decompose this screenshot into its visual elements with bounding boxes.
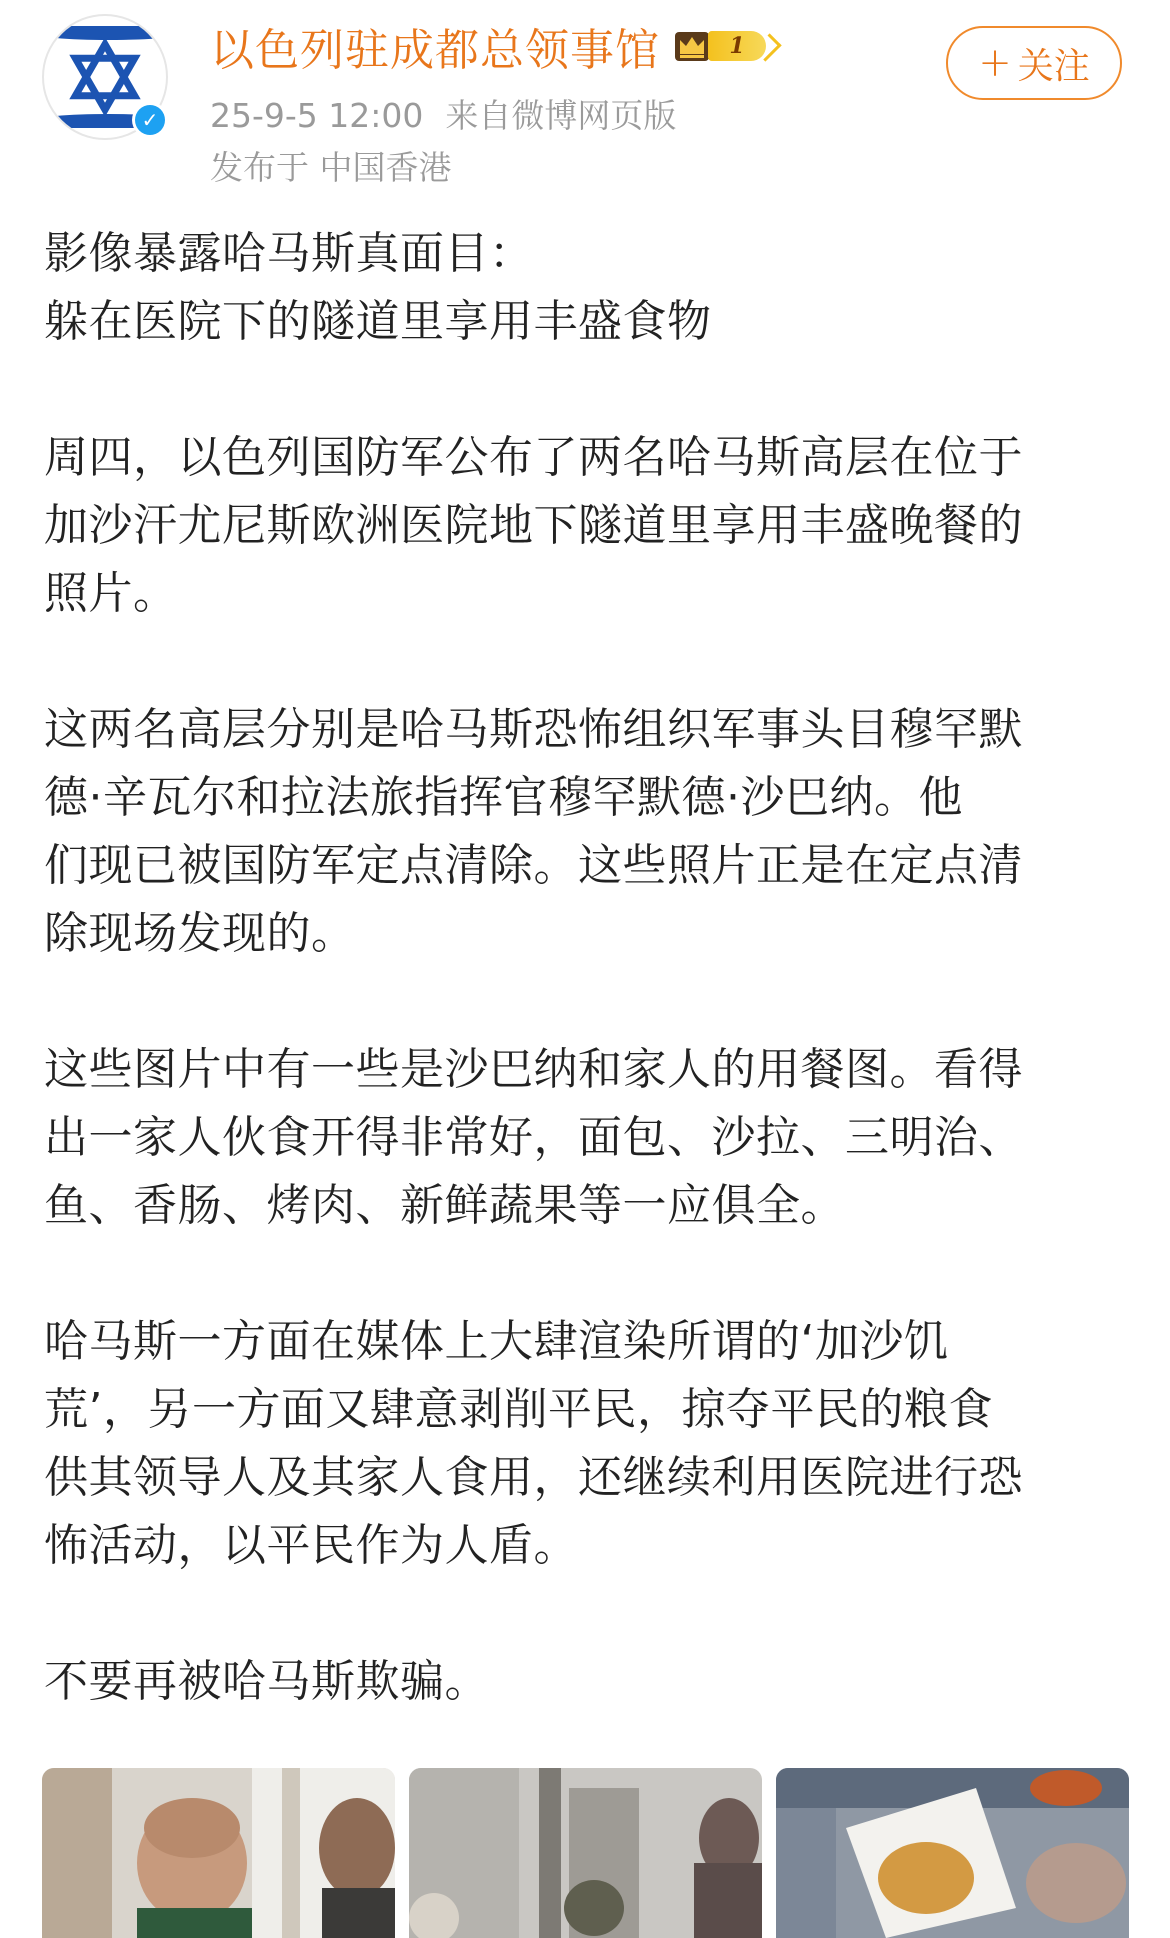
post-meta xyxy=(210,90,676,137)
photo-grid xyxy=(42,1768,1130,1938)
post-header xyxy=(0,0,1170,190)
post-paragraph xyxy=(44,696,1126,968)
text-line: 德·辛瓦尔和拉法旅指挥官穆罕默德·沙巴纳。他 xyxy=(44,772,963,823)
text-line: 影像暴露哈马斯真面目： xyxy=(44,228,534,279)
text-line: 不要再被哈马斯欺骗。 xyxy=(44,1656,489,1707)
post-body xyxy=(44,220,1126,1784)
post-source[interactable]: 来自微博网页版 xyxy=(445,96,677,135)
post-paragraph xyxy=(44,1308,1126,1580)
level-badge: 1 xyxy=(708,31,766,61)
star-of-david-icon xyxy=(66,38,144,116)
text-line: 怖活动，以平民作为人盾。 xyxy=(44,1520,578,1571)
post-paragraph xyxy=(44,220,1126,356)
post-paragraph xyxy=(44,1036,1126,1240)
text-line: 哈马斯一方面在媒体上大肆渲染所谓的‘加沙饥 xyxy=(44,1316,949,1367)
text-line: 躲在医院下的隧道里享用丰盛食物 xyxy=(44,296,712,347)
text-line: 照片。 xyxy=(44,568,178,619)
verified-badge xyxy=(132,102,168,138)
text-line: 供其领导人及其家人食用，还继续利用医院进行恐 xyxy=(44,1452,1023,1503)
photo-1[interactable] xyxy=(42,1768,395,1938)
verified-check-icon: ✓ xyxy=(135,105,165,135)
avatar[interactable] xyxy=(42,14,168,140)
text-line: 这些图片中有一些是沙巴纳和家人的用餐图。看得 xyxy=(44,1044,1023,1095)
crown-icon xyxy=(672,28,712,64)
follow-label: 关注 xyxy=(1017,45,1090,87)
text-line: 这两名高层分别是哈马斯恐怖组织军事头目穆罕默 xyxy=(44,704,1023,755)
photo-3[interactable] xyxy=(776,1768,1129,1938)
post-timestamp: 25-9-5 12:00 xyxy=(210,96,424,135)
plus-icon: + xyxy=(978,40,1012,86)
post-paragraph xyxy=(44,424,1126,628)
post-paragraph xyxy=(44,1648,1126,1716)
text-line: 加沙汗尤尼斯欧洲医院地下隧道里享用丰盛晚餐的 xyxy=(44,500,1023,551)
vip-badge[interactable] xyxy=(672,26,766,66)
photo-3-image xyxy=(776,1768,1129,1938)
text-line: 除现场发现的。 xyxy=(44,908,356,959)
text-line: 出一家人伙食开得非常好，面包、沙拉、三明治、 xyxy=(44,1112,1023,1163)
text-line: 荒’，另一方面又肆意剥削平民，掠夺平民的粮食 xyxy=(44,1384,993,1435)
photo-2-image xyxy=(409,1768,762,1938)
username-row xyxy=(210,18,766,74)
photo-2[interactable] xyxy=(409,1768,762,1938)
photo-1-image xyxy=(42,1768,395,1938)
text-line: 周四，以色列国防军公布了两名哈马斯高层在位于 xyxy=(44,432,1023,483)
follow-button[interactable] xyxy=(946,26,1122,100)
text-line: 鱼、香肠、烤肉、新鲜蔬果等一应俱全。 xyxy=(44,1180,845,1231)
username[interactable]: 以色列驻成都总领事馆 xyxy=(210,25,660,76)
post-location: 发布于 中国香港 xyxy=(210,148,452,187)
text-line: 们现已被国防军定点清除。这些照片正是在定点清 xyxy=(44,840,1023,891)
